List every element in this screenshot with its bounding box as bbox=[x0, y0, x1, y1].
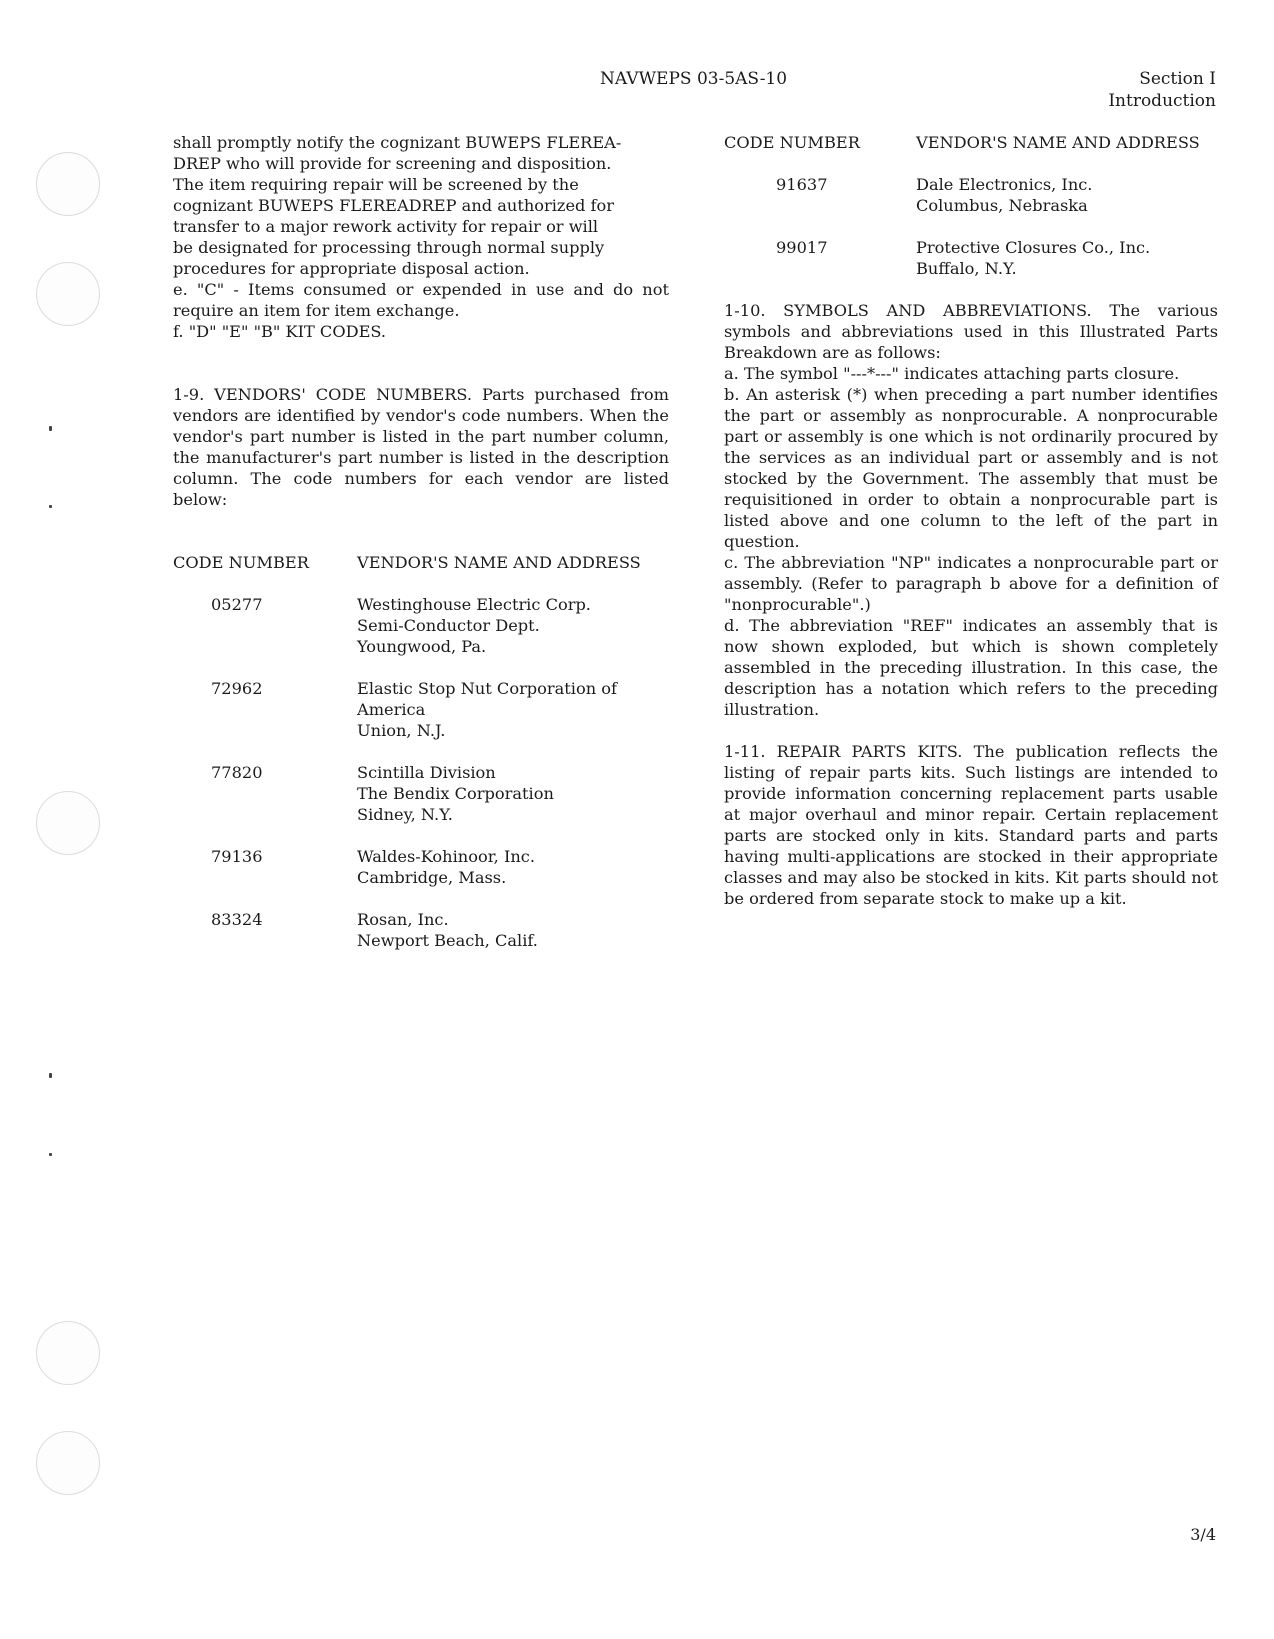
vendor-code: 79136 bbox=[211, 847, 263, 866]
paragraph-1-11: 1-11. REPAIR PARTS KITS. The publication reflects the listing of repair parts kits. Such listings are intended to provide information concerning replacement parts usable at major overhaul and minor repair. Certain replacement parts are stocked only in kits. Standard parts and parts having multi-applications are stocked in their appropriate classes and may also be stocked in kits. Kit parts should not be ordered from separate stock to make up a kit. bbox=[724, 742, 1218, 908]
intro-line: cognizant BUWEPS FLEREADREP and authorized for bbox=[173, 196, 615, 215]
item-e: e. "C" - Items consumed or expended in use and do not require an item for item exchange. bbox=[173, 280, 669, 320]
vendor-address bbox=[357, 762, 641, 846]
scan-speck bbox=[49, 505, 52, 508]
scan-speck bbox=[49, 426, 52, 431]
paragraph-1-10: 1-10. SYMBOLS AND ABBREVIATIONS. The various symbols and abbreviations used in this Illustrated Parts Breakdown are as follows: bbox=[724, 301, 1218, 362]
address-line: Newport Beach, Calif. bbox=[357, 931, 538, 950]
table-row bbox=[173, 846, 641, 909]
vendor-name-header: VENDOR'S NAME AND ADDRESS bbox=[916, 133, 1200, 152]
vendor-code: 91637 bbox=[776, 175, 828, 194]
section-header bbox=[1108, 68, 1216, 112]
table-row bbox=[173, 909, 641, 972]
binder-hole-2 bbox=[36, 262, 100, 326]
address-line: Protective Closures Co., Inc. bbox=[916, 238, 1151, 257]
section-title: Introduction bbox=[1108, 91, 1216, 111]
item-a: a. The symbol "---*---" indicates attaching parts closure. bbox=[724, 364, 1180, 383]
vendor-address bbox=[916, 174, 1200, 237]
binder-hole-1 bbox=[36, 152, 100, 216]
address-line: Union, N.J. bbox=[357, 721, 446, 740]
item-d: d. The abbreviation "REF" indicates an assembly that is now shown exploded, but which is shown completely assembled in the preceding illustration. In this case, the description has a notation which refers to the preceding illustration. bbox=[724, 616, 1218, 719]
scan-speck bbox=[49, 1073, 52, 1078]
vendor-table-header-row bbox=[173, 552, 641, 594]
address-line: The Bendix Corporation bbox=[357, 784, 554, 803]
address-line: Waldes-Kohinoor, Inc. bbox=[357, 847, 535, 866]
vendor-code: 83324 bbox=[211, 910, 263, 929]
address-line: Dale Electronics, Inc. bbox=[916, 175, 1093, 194]
table-row bbox=[724, 237, 1200, 300]
document-number: NAVWEPS 03-5AS-10 bbox=[600, 69, 788, 89]
vendor-code: 77820 bbox=[211, 763, 263, 782]
table-row bbox=[173, 678, 641, 762]
vendor-address bbox=[357, 846, 641, 909]
vendor-name-header: VENDOR'S NAME AND ADDRESS bbox=[357, 553, 641, 572]
vendor-code: 05277 bbox=[211, 595, 263, 614]
intro-line: transfer to a major rework activity for repair or will bbox=[173, 217, 599, 236]
code-number-header: CODE NUMBER bbox=[724, 133, 860, 152]
address-line: Rosan, Inc. bbox=[357, 910, 449, 929]
page-number: 3/4 bbox=[1190, 1525, 1216, 1544]
section-label: Section I bbox=[1139, 69, 1216, 89]
table-row bbox=[724, 174, 1200, 237]
vendor-address bbox=[357, 909, 641, 972]
address-line: Elastic Stop Nut Corporation of bbox=[357, 679, 618, 698]
vendor-code: 72962 bbox=[211, 679, 263, 698]
vendor-table-header-row bbox=[724, 132, 1200, 174]
item-b: b. An asterisk (*) when preceding a part number identifies the part or assembly as nonprocurable. A nonprocurable part or assembly is one which is not ordinarily procured by the services as an individual part or assembly and is not stocked by the Government. The assembly that must be requisitioned in order to obtain a nonprocurable part is listed above and one column to the left of the part in question. bbox=[724, 385, 1218, 551]
intro-line: DREP who will provide for screening and disposition. bbox=[173, 154, 612, 173]
vendor-code: 99017 bbox=[776, 238, 828, 257]
item-f: f. "D" "E" "B" KIT CODES. bbox=[173, 322, 387, 341]
vendor-table-right bbox=[724, 132, 1200, 300]
table-row bbox=[173, 594, 641, 678]
binder-hole-5 bbox=[36, 1431, 100, 1495]
intro-line: be designated for processing through normal supply bbox=[173, 238, 605, 257]
address-line: America bbox=[357, 700, 426, 719]
address-line: Scintilla Division bbox=[357, 763, 496, 782]
address-line: Youngwood, Pa. bbox=[357, 637, 487, 656]
binder-hole-3 bbox=[36, 791, 100, 855]
address-line: Westinghouse Electric Corp. bbox=[357, 595, 591, 614]
item-c: c. The abbreviation "NP" indicates a nonprocurable part or assembly. (Refer to paragraph b above for a definition of "nonprocurable".) bbox=[724, 553, 1218, 614]
right-column bbox=[724, 132, 1218, 909]
vendor-address bbox=[916, 237, 1200, 300]
vendor-address bbox=[357, 678, 641, 762]
table-row bbox=[173, 762, 641, 846]
address-line: Semi-Conductor Dept. bbox=[357, 616, 540, 635]
intro-line: The item requiring repair will be screened by the bbox=[173, 175, 579, 194]
address-line: Columbus, Nebraska bbox=[916, 196, 1088, 215]
address-line: Cambridge, Mass. bbox=[357, 868, 507, 887]
vendor-table-left bbox=[173, 552, 641, 972]
intro-line: shall promptly notify the cognizant BUWEPS FLEREA- bbox=[173, 133, 622, 152]
address-line: Buffalo, N.Y. bbox=[916, 259, 1017, 278]
binder-hole-4 bbox=[36, 1321, 100, 1385]
intro-line: procedures for appropriate disposal action. bbox=[173, 259, 530, 278]
address-line: Sidney, N.Y. bbox=[357, 805, 453, 824]
left-column bbox=[173, 132, 669, 972]
vendor-address bbox=[357, 594, 641, 678]
paragraph-1-9: 1-9. VENDORS' CODE NUMBERS. Parts purchased from vendors are identified by vendor's code numbers. When the vendor's part number is listed in the part number column, the manufacturer's part number is listed in the description column. The code numbers for each vendor are listed below: bbox=[173, 385, 669, 509]
code-number-header: CODE NUMBER bbox=[173, 553, 309, 572]
scan-speck bbox=[49, 1153, 52, 1156]
